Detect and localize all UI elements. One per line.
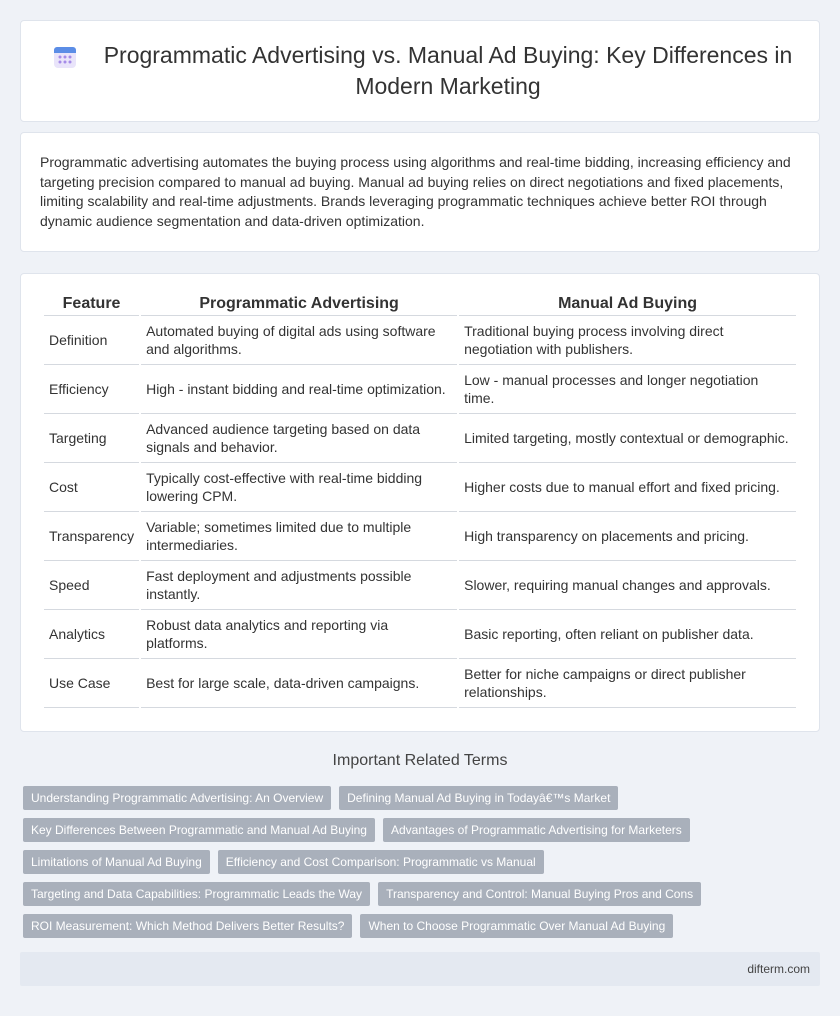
programmatic-cell: High - instant bidding and real-time optimization. [141,365,457,414]
tag-row [23,882,813,906]
feature-cell: Speed [44,561,139,610]
related-term-link[interactable]: Understanding Programmatic Advertising: An Overview [23,786,331,810]
table-row [44,561,796,610]
tag-row [23,786,813,810]
feature-cell: Cost [44,463,139,512]
manual-cell: Low - manual processes and longer negotiation time. [459,365,796,414]
related-term-link[interactable]: ROI Measurement: Which Method Delivers Better Results? [23,914,352,938]
manual-cell: Traditional buying process involving direct negotiation with publishers. [459,316,796,365]
programmatic-cell: Automated buying of digital ads using software and algorithms. [141,316,457,365]
programmatic-cell: Typically cost-effective with real-time bidding lowering CPM. [141,463,457,512]
manual-cell: Basic reporting, often reliant on publisher data. [459,610,796,659]
manual-cell: Slower, requiring manual changes and approvals. [459,561,796,610]
page-title: Programmatic Advertising vs. Manual Ad Buying: Key Differences in Modern Marketing [103,42,793,99]
feature-cell: Definition [44,316,139,365]
manual-cell: Better for niche campaigns or direct publisher relationships. [459,659,796,708]
column-header-feature: Feature [44,292,139,316]
table-row [44,463,796,512]
header-card [20,20,820,122]
related-term-link[interactable]: Targeting and Data Capabilities: Programmatic Leads the Way [23,882,370,906]
table-row [44,610,796,659]
intro-card [20,132,820,252]
programmatic-cell: Best for large scale, data-driven campaigns. [141,659,457,708]
related-term-link[interactable]: Advantages of Programmatic Advertising for Marketers [383,818,690,842]
programmatic-cell: Advanced audience targeting based on data signals and behavior. [141,414,457,463]
related-term-link[interactable]: When to Choose Programmatic Over Manual Ad Buying [360,914,673,938]
tag-row [23,850,813,874]
tag-row [23,818,813,842]
related-terms-title: Important Related Terms [332,752,508,769]
table-row [44,316,796,365]
feature-cell: Use Case [44,659,139,708]
intro-paragraph: Programmatic advertising automates the buying process using algorithms and real-time bidding, increasing efficiency and targeting precision compared to manual ad buying. Manual ad buying relies on direct negotiations and fixed placements, limiting scalability and real-time adjustments. Brands leveraging programmatic techniques achieve better ROI through dynamic audience segmentation and data-driven optimization. [40,154,791,229]
table-row [44,659,796,708]
calendar-icon [52,44,78,70]
feature-cell: Targeting [44,414,139,463]
programmatic-cell: Robust data analytics and reporting via platforms. [141,610,457,659]
feature-cell: Transparency [44,512,139,561]
related-term-link[interactable]: Transparency and Control: Manual Buying Pros and Cons [378,882,701,906]
table-row [44,365,796,414]
manual-cell: High transparency on placements and pricing. [459,512,796,561]
related-term-link[interactable]: Efficiency and Cost Comparison: Programmatic vs Manual [218,850,544,874]
related-term-link[interactable]: Key Differences Between Programmatic and Manual Ad Buying [23,818,375,842]
table-row [44,512,796,561]
related-term-link[interactable]: Limitations of Manual Ad Buying [23,850,210,874]
tag-row [23,914,813,938]
footer-site-name: difterm.com [747,962,810,976]
comparison-table [42,292,798,708]
column-header-manual: Manual Ad Buying [459,292,796,316]
comparison-table-card [20,273,820,732]
footer [20,952,820,986]
feature-cell: Analytics [44,610,139,659]
programmatic-cell: Variable; sometimes limited due to multiple intermediaries. [141,512,457,561]
related-terms-list [23,786,813,946]
column-header-programmatic: Programmatic Advertising [141,292,457,316]
related-term-link[interactable]: Defining Manual Ad Buying in Todayâ€™s Market [339,786,618,810]
table-header-row [44,292,796,316]
programmatic-cell: Fast deployment and adjustments possible instantly. [141,561,457,610]
manual-cell: Higher costs due to manual effort and fixed pricing. [459,463,796,512]
manual-cell: Limited targeting, mostly contextual or demographic. [459,414,796,463]
table-row [44,414,796,463]
feature-cell: Efficiency [44,365,139,414]
